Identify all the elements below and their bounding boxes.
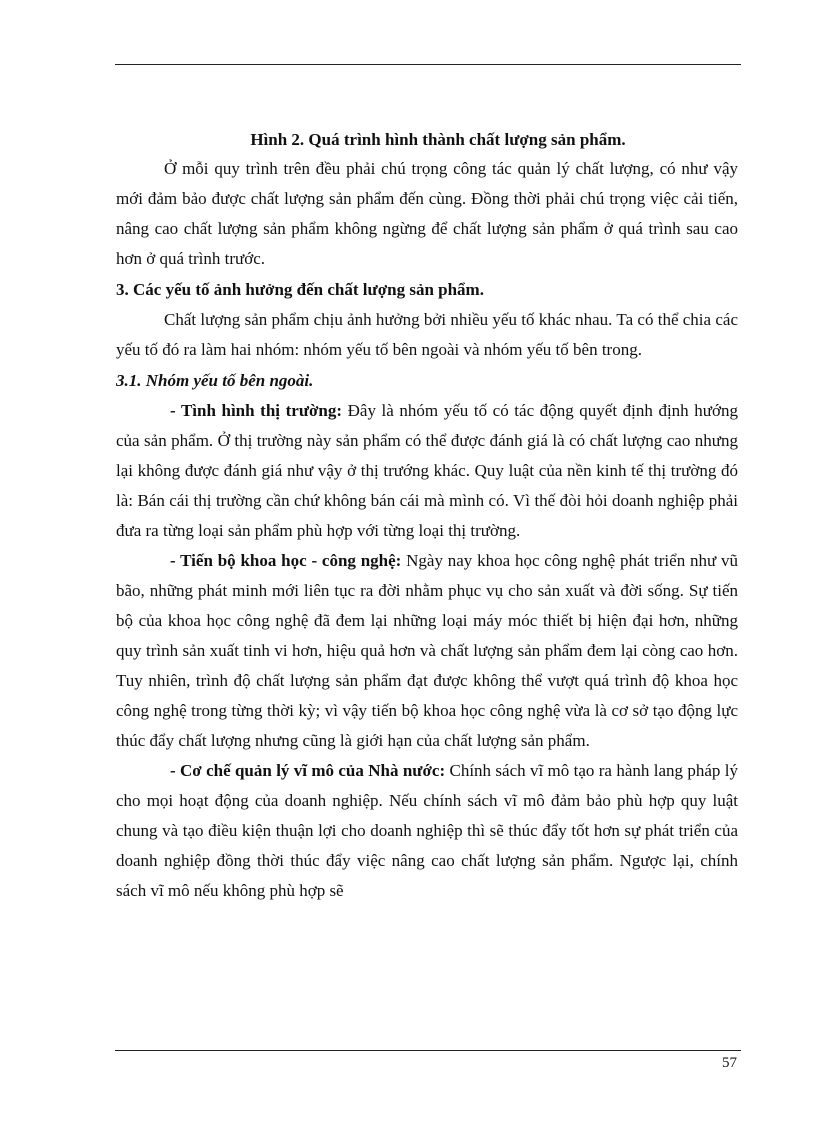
subsection-heading: 3.1. Nhóm yếu tố bên ngoài. [116, 371, 314, 390]
page-number: 57 [722, 1055, 737, 1071]
header-rule [115, 64, 741, 65]
paragraph-factor-groups: Chất lượng sản phẩm chịu ảnh hưởng bởi nhiều yếu tố khác nhau. Ta có thể chia các yếu tố đó ra làm hai nhóm: nhóm yếu tố bên ngoài và nhóm yếu tố bên trong. [116, 310, 738, 359]
item-state-policy-text: Chính sách vĩ mô tạo ra hành lang pháp lý cho mọi hoạt động của doanh nghiệp. Nếu chính sách vĩ mô đảm bảo phù hợp quy luật chung và tạo điều kiện thuận lợi cho doanh nghiệp thì sẽ thúc đẩy tốt hơn sự phát triển của doanh nghiệp đồng thời thúc đẩy việc nâng cao chất lượng sản phẩm. Ngược lại, chính sách vĩ mô nếu không phù hợp sẽ [116, 761, 738, 900]
item-market-text: Đây là nhóm yếu tố có tác động quyết định định hướng của sản phẩm. Ở thị trường này sản phẩm có thể được đánh giá là có chất lượng cao nhưng lại không được đánh giá như vậy ở thị trướng khác. Quy luật của nền kinh tế thị trường đó là: Bán cái thị trường cần chứ không bán cái mà mình có. Vì thế đòi hỏi doanh nghiệp phải đưa ra từng loại sản phẩm phù hợp với từng loại thị trường. [116, 401, 738, 540]
paragraph-quality-management: Ở mỗi quy trình trên đều phải chú trọng công tác quản lý chất lượng, có như vậy mới đảm bảo được chất lượng sản phẩm đến cùng. Đồng thời phải chú trọng việc cải tiến, nâng cao chất lượng sản phẩm không ngừng để chất lượng sản phẩm ở quá trình sau cao hơn ở quá trình trước. [116, 159, 738, 268]
section-heading: 3. Các yếu tố ảnh hưởng đến chất lượng sản phẩm. [116, 280, 484, 299]
item-market-term: - Tình hình thị trường: [170, 401, 343, 420]
item-state-policy [116, 756, 738, 906]
footer-rule [115, 1050, 741, 1051]
item-technology-term: - Tiến bộ khoa học - công nghệ: [170, 551, 402, 570]
item-technology [116, 546, 738, 756]
page-body [116, 126, 738, 906]
item-market [116, 396, 738, 546]
figure-caption: Hình 2. Quá trình hình thành chất lượng sản phẩm. [250, 130, 626, 149]
item-technology-text: Ngày nay khoa học công nghệ phát triển như vũ bão, những phát minh mới liên tục ra đời nhằm phục vụ cho sản xuất và đời sống. Sự tiến bộ của khoa học công nghệ đã đem lại những loại máy móc thiết bị hiện đại hơn, những quy trình sản xuất tinh vi hơn, hiệu quả hơn và chất lượng sản phẩm đem lại còng cao hơn. Tuy nhiên, trình độ chất lượng sản phẩm đạt được không thể vượt quá trình độ khoa học công nghệ trong từng thời kỳ; vì vậy tiến bộ khoa học công nghệ vừa là cơ sở tạo động lực thúc đẩy chất lượng nhưng cũng là giới hạn của chất lượng sản phẩm. [116, 551, 739, 750]
item-state-policy-term: - Cơ chế quản lý vĩ mô của Nhà nước: [170, 761, 446, 780]
